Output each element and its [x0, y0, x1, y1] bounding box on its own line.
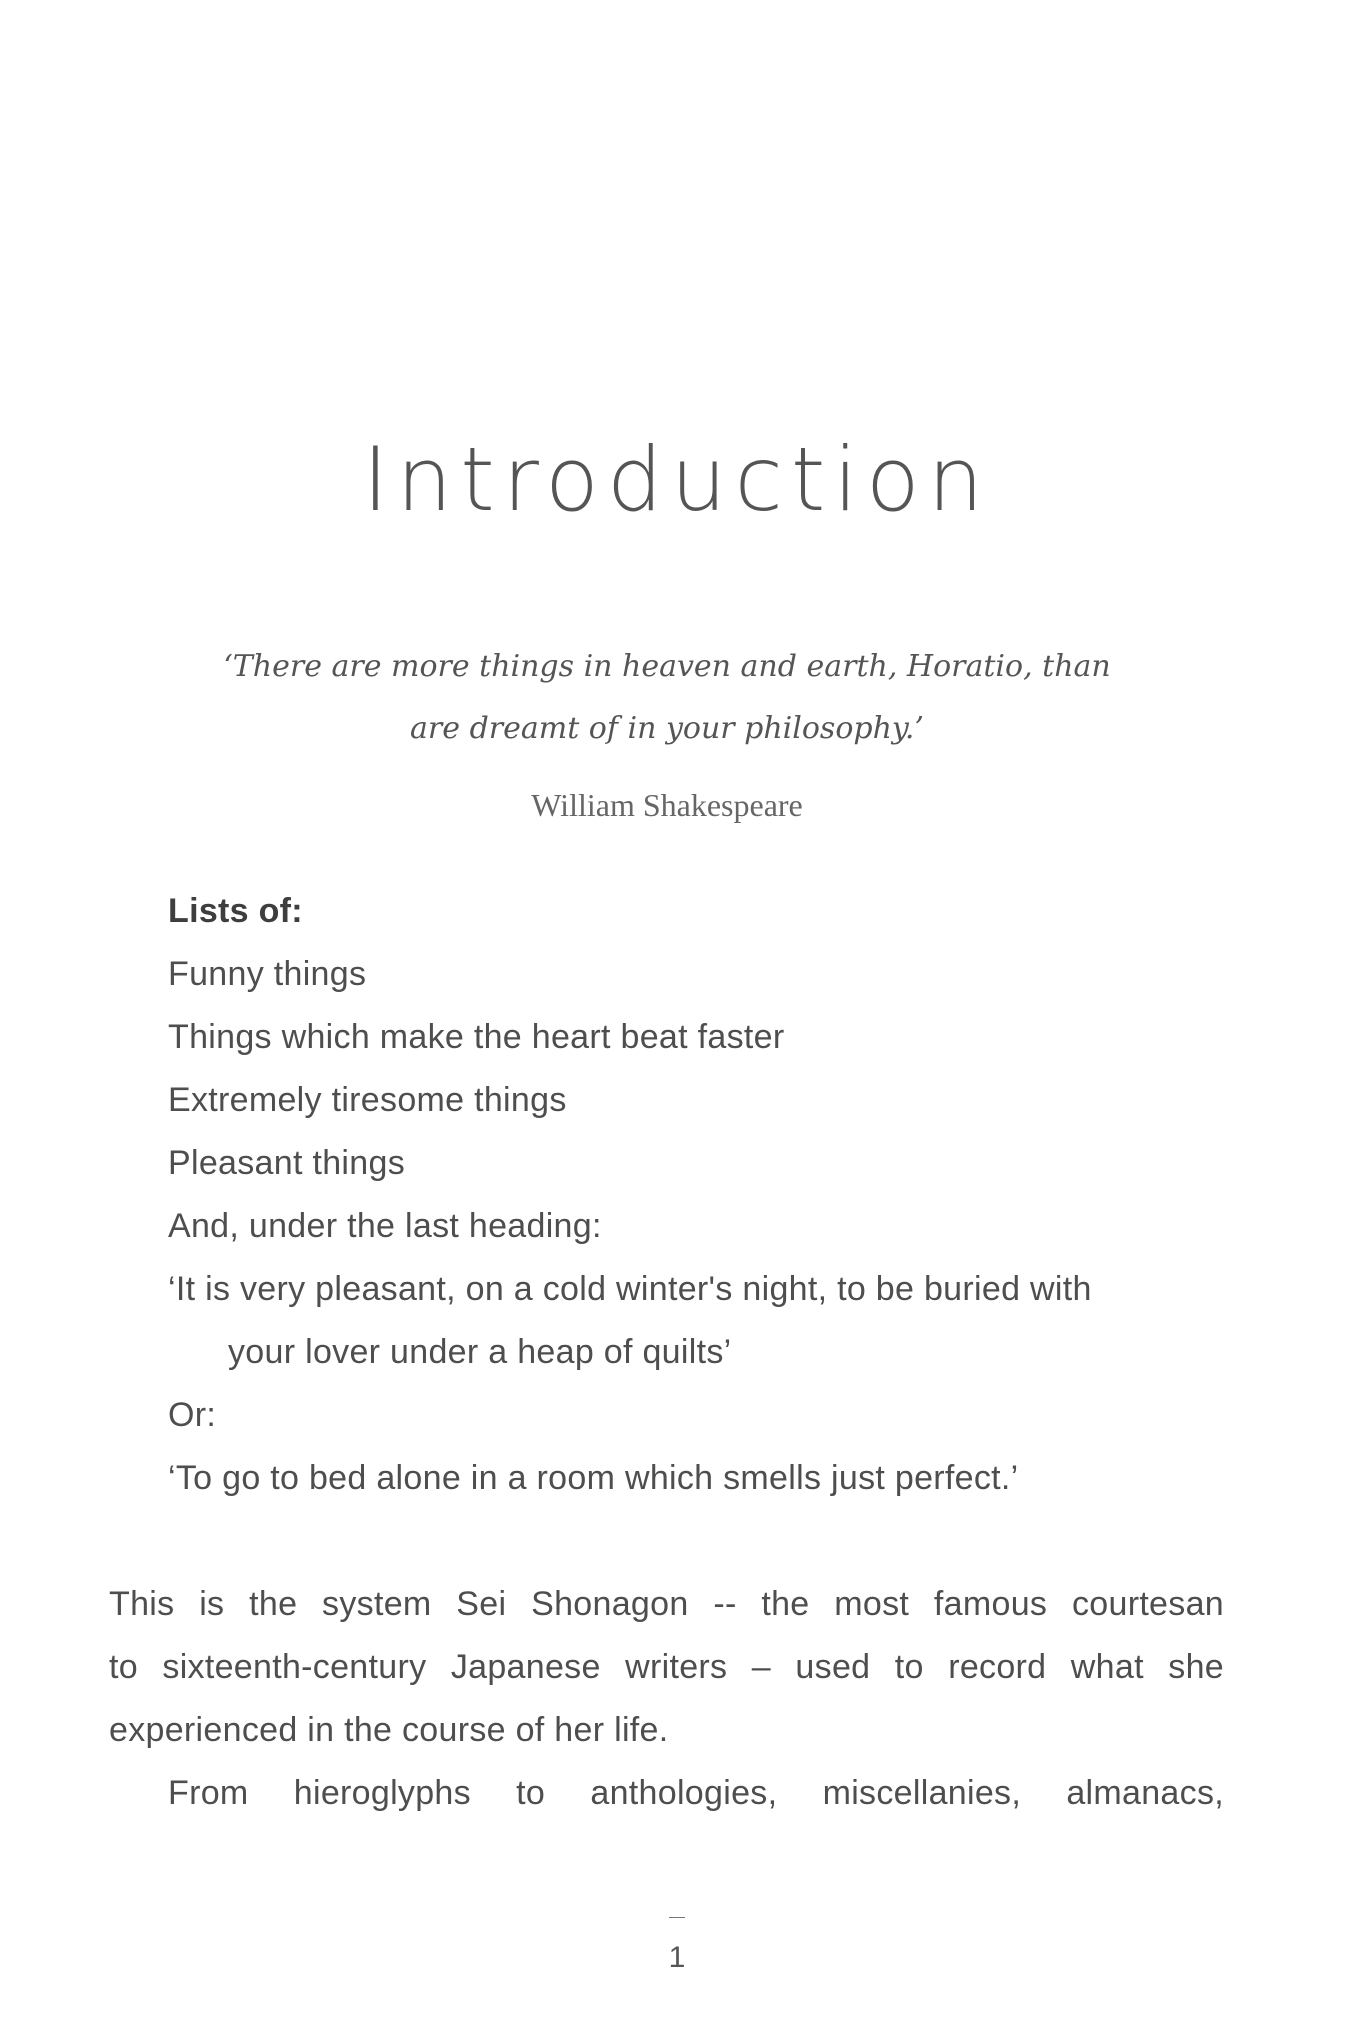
list-item: Or:	[168, 1396, 217, 1434]
list-item: Extremely tiresome things	[168, 1081, 567, 1119]
paragraph-line: This is the system Sei Shonagon -- the most famous courtesan	[109, 1585, 1224, 1623]
epigraph-line: are dreamt of in your philosophy.’	[410, 711, 924, 746]
list-item: your lover under a heap of quilts’	[228, 1333, 732, 1371]
paragraph-line: to sixteenth-century Japanese writers – used to record what she	[109, 1648, 1224, 1686]
page-title: Introduction	[362, 428, 992, 531]
paragraph-line: From hieroglyphs to anthologies, miscellanies, almanacs,	[168, 1774, 1224, 1812]
lists-heading: Lists of:	[168, 892, 303, 930]
page-number: 1	[668, 1941, 686, 1974]
list-item: Things which make the heart beat faster	[168, 1018, 785, 1056]
paragraph-line: experienced in the course of her life.	[109, 1711, 669, 1749]
list-item: And, under the last heading:	[168, 1207, 602, 1245]
list-item: Pleasant things	[168, 1144, 405, 1182]
list-item: ‘To go to bed alone in a room which smells just perfect.’	[168, 1459, 1019, 1497]
list-item: Funny things	[168, 955, 367, 993]
epigraph-line: ‘There are more things in heaven and earth, Horatio, than	[223, 649, 1111, 684]
page-number-rule	[669, 1917, 685, 1918]
list-item: ‘It is very pleasant, on a cold winter's night, to be buried with	[168, 1270, 1092, 1308]
epigraph-attribution: William Shakespeare	[531, 787, 803, 823]
